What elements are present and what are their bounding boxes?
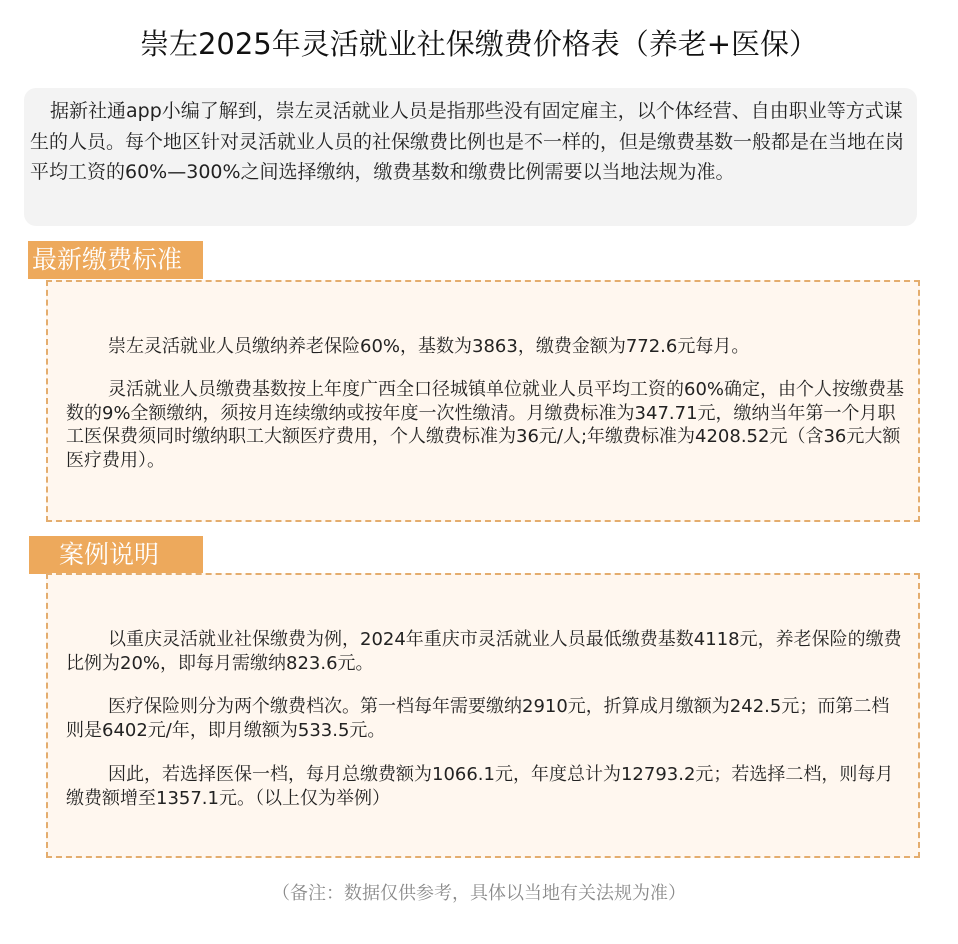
- case-paragraph-total: 因此，若选择医保一档，每月总缴费额为1066.1元，年度总计为12793.2元；若选择二档，则每月缴费额增至1357.1元。（以上仅为举例）: [66, 764, 894, 809]
- intro-paragraph: 据新社通app小编了解到，崇左灵活就业人员是指那些没有固定雇主，以个体经营、自由职业等方式谋生的人员。每个地区针对灵活就业人员的社保缴费比例也是不一样的，但是缴费基数一般都是在当地在岗平均工资的60%—300%之间选择缴纳，缴费基数和缴费比例需要以当地法规为准。: [30, 100, 905, 183]
- page-title: 崇左2025年灵活就业社保缴费价格表（养老+医保）: [139, 27, 819, 61]
- footnote: （备注：数据仅供参考，具体以当地有关法规为准）: [272, 883, 686, 904]
- standard-paragraph-medical: 灵活就业人员缴费基数按上年度广西全口径城镇单位就业人员平均工资的60%确定，由个人按缴费基数的9%全额缴纳，须按月连续缴纳或按年度一次性缴清。月缴费标准为347.71元，缴纳当年第一个月职工医保费须同时缴纳职工大额医疗费用，个人缴费标准为36元/人;年缴费标准为4208.52元（含36元大额医疗费用）。: [66, 379, 905, 471]
- section-heading-latest-standard: 最新缴费标准: [28, 241, 203, 279]
- section-heading-case-study: 案例说明: [29, 536, 203, 574]
- standard-paragraph-pension: 崇左灵活就业人员缴纳养老保险60%，基数为3863，缴费金额为772.6元每月。: [108, 336, 750, 357]
- case-paragraph-pension: 以重庆灵活就业社保缴费为例，2024年重庆市灵活就业人员最低缴费基数4118元，养老保险的缴费比例为20%，即每月需缴纳823.6元。: [66, 629, 902, 674]
- case-paragraph-medical: 医疗保险则分为两个缴费档次。第一档每年需要缴纳2910元，折算成月缴额为242.5元；而第二档则是6402元/年，即月缴额为533.5元。: [66, 696, 890, 741]
